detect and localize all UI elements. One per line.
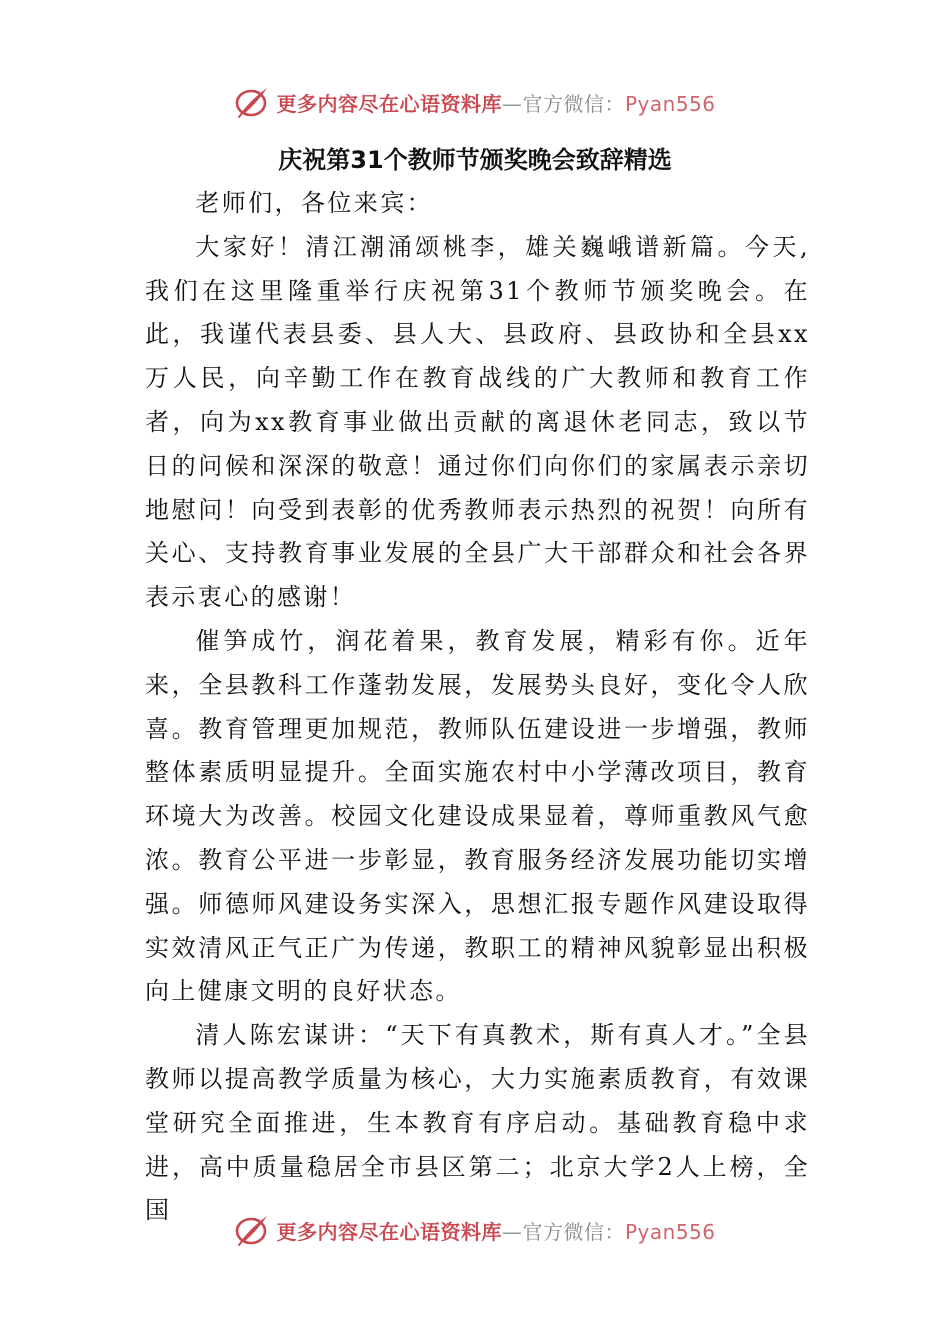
footer-banner-text	[276, 1216, 715, 1245]
footer-banner	[0, 1210, 950, 1250]
header-separator: —	[501, 91, 523, 116]
document-title: 庆祝第31个教师节颁奖晚会致辞精选	[278, 146, 672, 174]
paragraph-quote: 清人陈宏谋讲：“天下有真教术，斯有真人才。”全县教师以提高教学质量为核心，大力实施素质教育，有效课堂研究全面推进，生本教育有序启动。基础教育稳中求进，高中质量稳居全市县区第二；北京大学2人上榜，全国	[145, 1021, 810, 1225]
header-banner-inner	[234, 85, 715, 119]
footer-wechat-label: 官方微信：	[522, 1219, 625, 1244]
quill-logo-icon	[234, 85, 270, 119]
document-body	[145, 182, 810, 1233]
header-wechat-id: Pyan556	[624, 91, 716, 116]
footer-separator: —	[501, 1219, 523, 1244]
paragraph-greeting: 大家好！清江潮涌颂桃李，雄关巍峨谱新篇。今天,我们在这里隆重举行庆祝第31个教师节颁奖晚会。在此，我谨代表县委、县人大、县政府、县政协和全县xx万人民，向辛勤工作在教育战线的广大教师和教育工作者，向为xx教育事业做出贡献的离退休老同志，致以节日的问候和深深的敬意！通过你们向你们的家属表示亲切地慰问！向受到表彰的优秀教师表示热烈的祝贺！向所有关心、支持教育事业发展的全县广大干部群众和社会各界表示衷心的感谢！	[145, 232, 810, 612]
header-wechat-label: 官方微信：	[522, 91, 625, 116]
footer-banner-inner	[234, 1213, 715, 1247]
header-banner	[0, 82, 950, 122]
header-brand-text: 更多内容尽在心语资料库	[276, 91, 502, 116]
footer-wechat-id: Pyan556	[624, 1219, 716, 1244]
footer-brand-text: 更多内容尽在心语资料库	[276, 1219, 502, 1244]
header-banner-text	[276, 88, 715, 117]
quill-logo-icon	[234, 1213, 270, 1247]
paragraph-achievements: 催笋成竹，润花着果，教育发展，精彩有你。近年来，全县教科工作蓬勃发展，发展势头良好，变化令人欣喜。教育管理更加规范，教师队伍建设进一步增强，教师整体素质明显提升。全面实施农村中小学薄改项目，教育环境大为改善。校园文化建设成果显着，尊师重教风气愈浓。教育公平进一步彰显，教育服务经济发展功能切实增强。师德师风建设务实深入，思想汇报专题作风建设取得实效清风正气正广为传递，教职工的精神风貌彰显出积极向上健康文明的良好状态。	[145, 626, 810, 1006]
paragraph-salutation: 老师们，各位来宾：	[195, 189, 433, 217]
